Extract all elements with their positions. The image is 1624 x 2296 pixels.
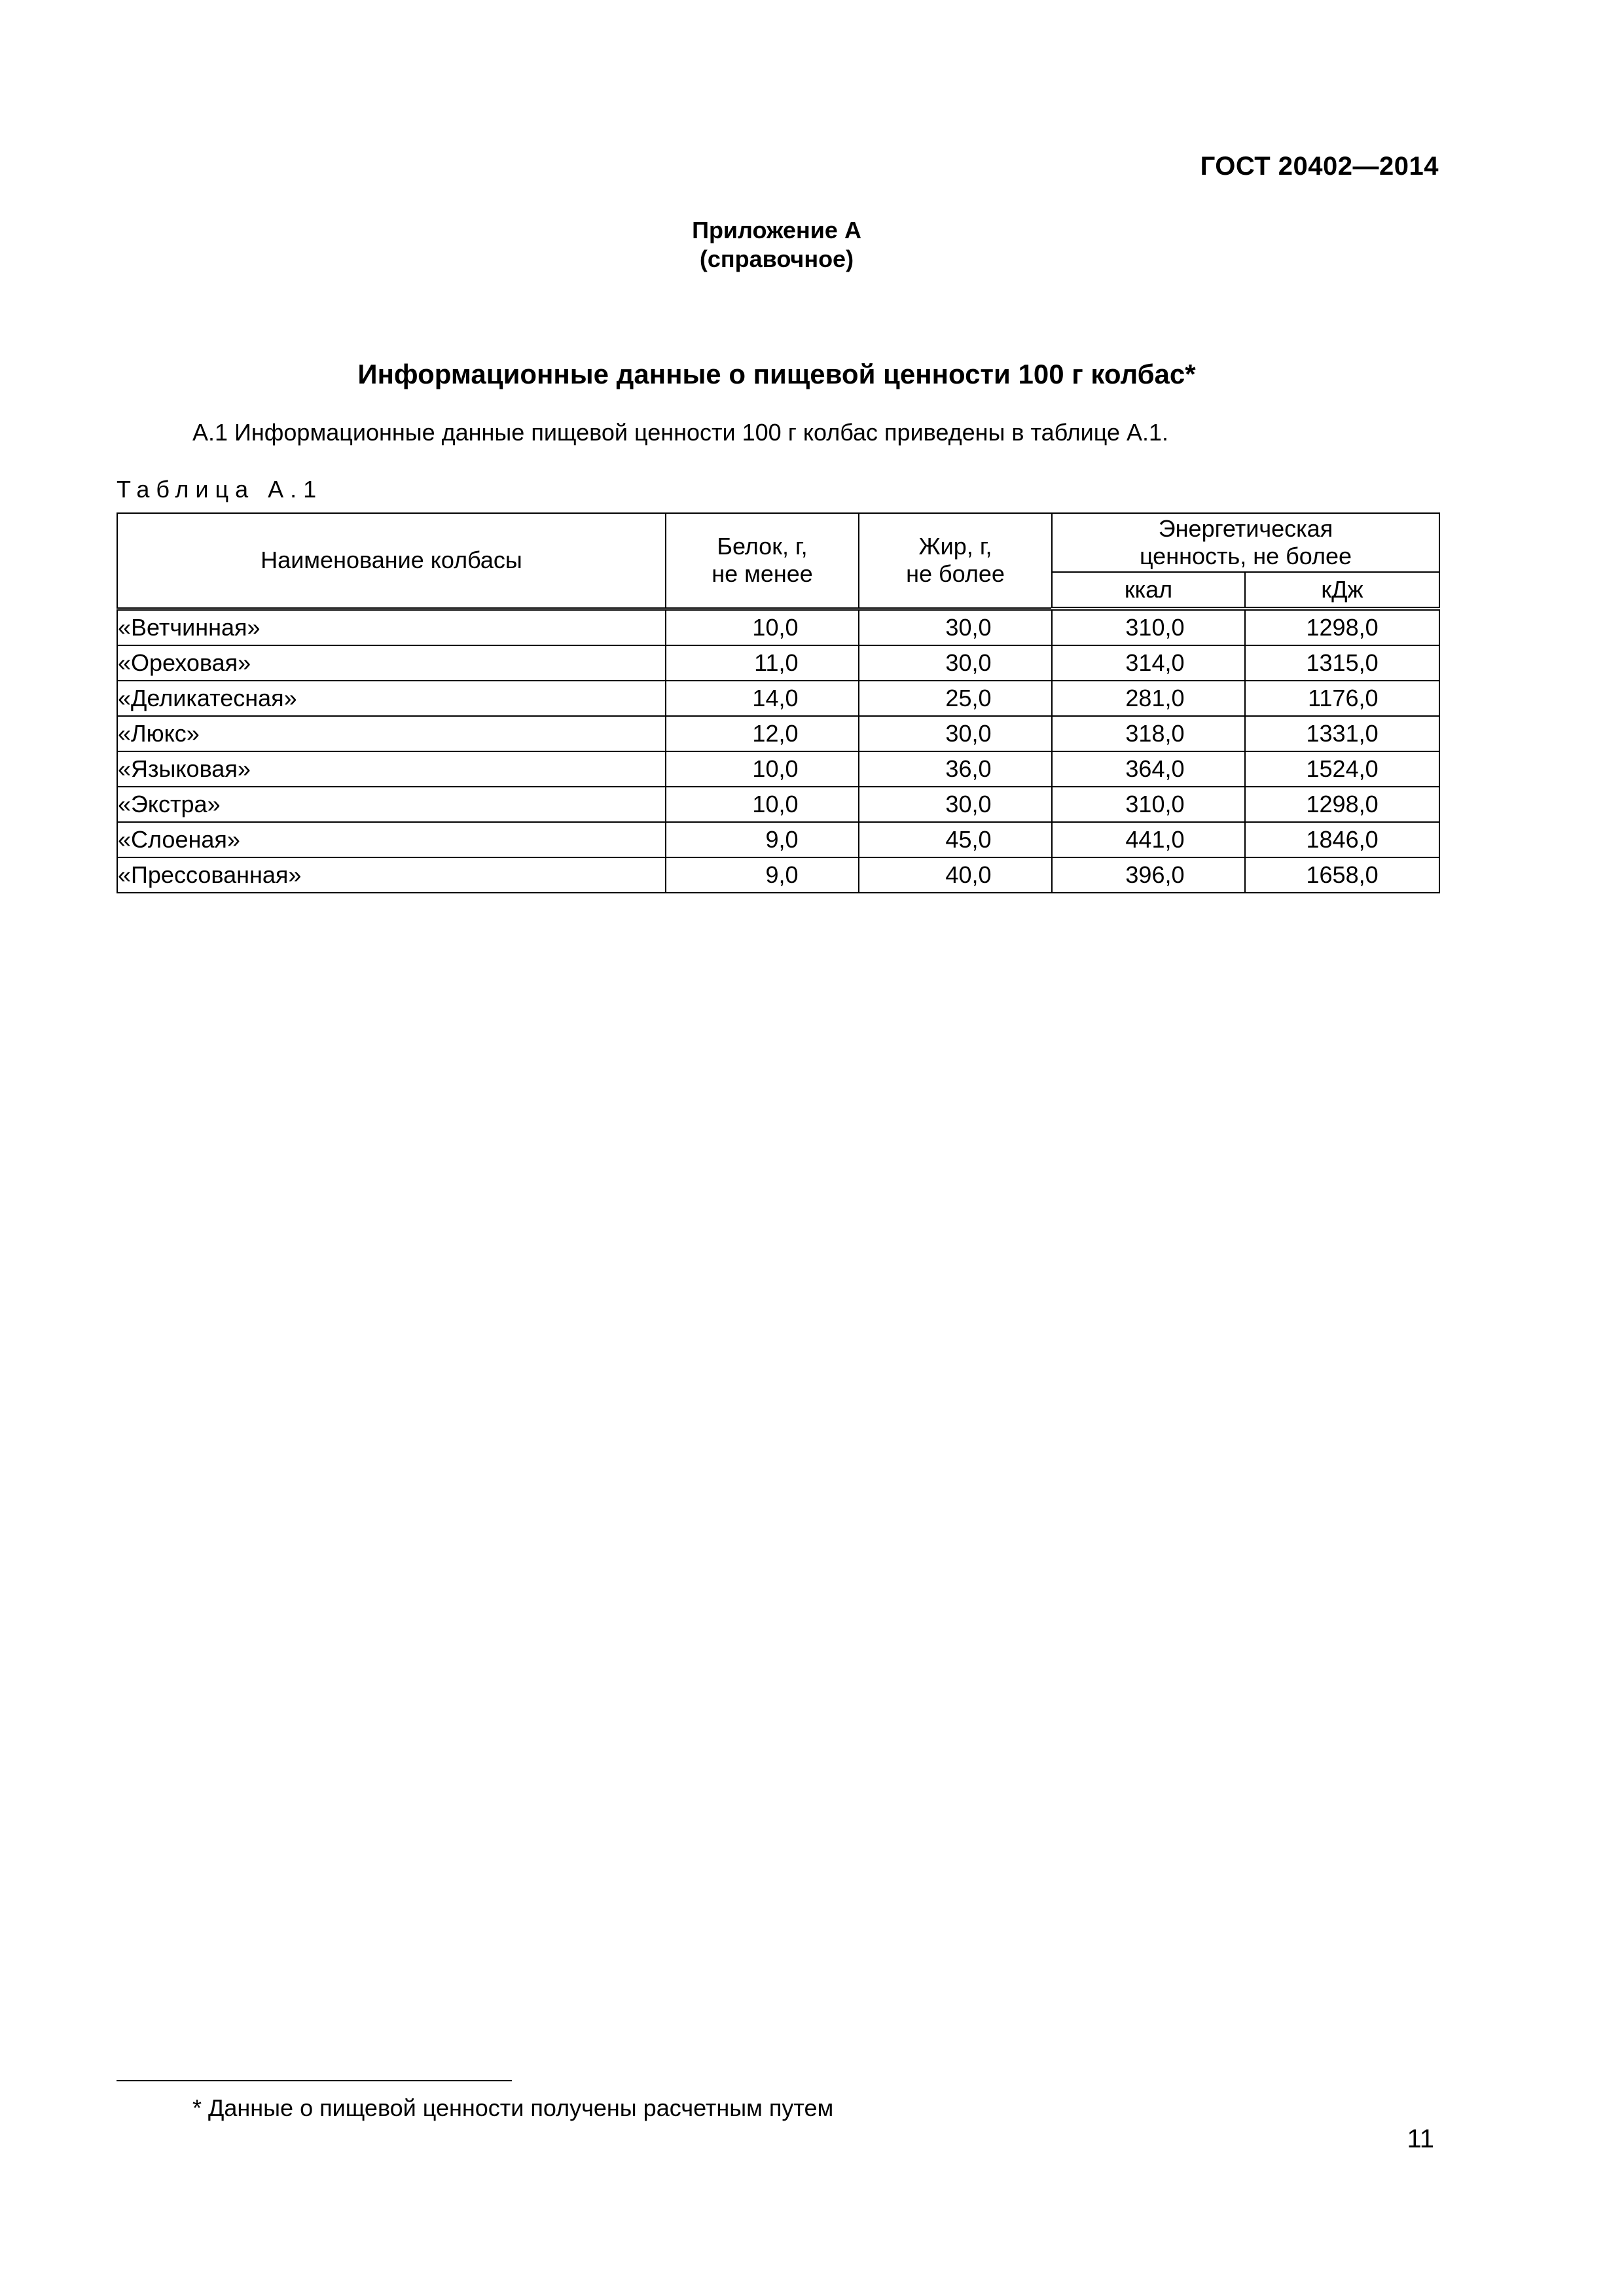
kcal-value: 396,0 (1125, 861, 1185, 888)
kcal-value-cell (1052, 681, 1245, 716)
section-paragraph: А.1 Информационные данные пищевой ценности 100 г колбас приведены в таблице А.1. (192, 419, 1169, 446)
footnote-separator (117, 2080, 512, 2081)
fat-value: 30,0 (945, 613, 992, 641)
kcal-value-cell (1052, 787, 1245, 822)
protein-value: 10,0 (752, 791, 799, 817)
kcal-value-cell (1052, 645, 1245, 681)
kcal-value: 364,0 (1125, 755, 1185, 782)
header-name: Наименование колбасы (117, 513, 666, 609)
sausage-name-cell: «Ореховая» (117, 645, 666, 681)
fat-value: 45,0 (945, 826, 992, 853)
fat-value-cell (859, 751, 1052, 787)
kj-value: 1331,0 (1306, 720, 1379, 747)
sausage-name-cell: «Ветчинная» (117, 609, 666, 645)
table-row (117, 787, 1439, 822)
kj-value-cell (1245, 716, 1439, 751)
protein-value: 10,0 (752, 613, 799, 641)
appendix-label: Приложение А (692, 217, 861, 243)
protein-value-cell (666, 716, 859, 751)
protein-value: 11,0 (754, 649, 799, 676)
fat-value-cell (859, 716, 1052, 751)
kcal-value: 441,0 (1125, 826, 1185, 853)
kcal-value-cell (1052, 751, 1245, 787)
table-row (117, 822, 1439, 857)
kj-value: 1658,0 (1306, 861, 1379, 888)
kj-value-cell (1245, 822, 1439, 857)
kcal-value: 310,0 (1125, 791, 1185, 817)
page-number: 11 (1407, 2125, 1434, 2153)
protein-value-cell (666, 787, 859, 822)
protein-value: 9,0 (765, 861, 799, 888)
fat-value-cell (859, 857, 1052, 893)
protein-value: 14,0 (752, 685, 799, 711)
protein-value: 12,0 (752, 720, 799, 747)
fat-value-cell (859, 645, 1052, 681)
fat-value: 30,0 (945, 720, 992, 747)
header-energy-line2: ценность, не более (1139, 543, 1352, 569)
kj-value: 1298,0 (1306, 614, 1379, 641)
fat-value-cell (859, 609, 1052, 645)
kj-value: 1846,0 (1306, 826, 1379, 853)
section-heading: Информационные данные о пищевой ценности 100 г колбас* (357, 359, 1196, 389)
header-kj: кДж (1245, 572, 1439, 609)
table-caption: Таблица А.1 (117, 476, 323, 503)
sausage-name-cell: «Экстра» (117, 787, 666, 822)
appendix-type: (справочное) (699, 245, 854, 272)
table-row (117, 645, 1439, 681)
sausage-name-cell: «Языковая» (117, 751, 666, 787)
kj-value: 1524,0 (1306, 755, 1379, 782)
fat-value-cell (859, 822, 1052, 857)
kj-value: 1298,0 (1306, 791, 1379, 817)
sausage-name-cell: «Слоеная» (117, 822, 666, 857)
protein-value: 9,0 (765, 826, 799, 853)
protein-value-cell (666, 681, 859, 716)
kj-value-cell (1245, 787, 1439, 822)
protein-value-cell (666, 822, 859, 857)
kj-value-cell (1245, 857, 1439, 893)
table-row (117, 716, 1439, 751)
sausage-name-cell: «Люкс» (117, 716, 666, 751)
kcal-value: 281,0 (1125, 685, 1185, 711)
header-fat-line2: не более (906, 560, 1005, 588)
footnote: * Данные о пищевой ценности получены расчетным путем (192, 2094, 834, 2121)
fat-value-cell (859, 787, 1052, 822)
sausage-name-cell: «Прессованная» (117, 857, 666, 893)
kj-value-cell (1245, 751, 1439, 787)
kj-value: 1176,0 (1308, 685, 1379, 711)
fat-value: 25,0 (945, 685, 992, 711)
protein-value-cell (666, 609, 859, 645)
fat-value: 30,0 (945, 791, 992, 817)
kj-value-cell (1245, 609, 1439, 645)
fat-value-cell (859, 681, 1052, 716)
header-fat (859, 513, 1052, 609)
table-row (117, 609, 1439, 645)
protein-value-cell (666, 751, 859, 787)
appendix-title (0, 216, 1553, 274)
header-protein (666, 513, 859, 609)
header-kcal: ккал (1052, 572, 1245, 609)
kcal-value-cell (1052, 857, 1245, 893)
document-number: ГОСТ 20402—2014 (1200, 152, 1439, 181)
kcal-value-cell (1052, 822, 1245, 857)
header-protein-line1: Белок, г, (717, 533, 808, 560)
fat-value: 40,0 (945, 861, 992, 888)
fat-value: 36,0 (945, 755, 992, 782)
protein-value-cell (666, 645, 859, 681)
table-row (117, 857, 1439, 893)
kcal-value-cell (1052, 609, 1245, 645)
kj-value-cell (1245, 645, 1439, 681)
header-energy (1052, 513, 1439, 572)
protein-value: 10,0 (752, 755, 799, 782)
kcal-value: 310,0 (1125, 614, 1185, 641)
header-protein-line2: не менее (712, 560, 813, 588)
header-fat-line1: Жир, г, (918, 533, 992, 560)
kcal-value: 314,0 (1125, 649, 1185, 676)
kcal-value-cell (1052, 716, 1245, 751)
kcal-value: 318,0 (1125, 720, 1185, 747)
table-row (117, 681, 1439, 716)
kj-value: 1315,0 (1306, 649, 1379, 676)
sausage-name-cell: «Деликатесная» (117, 681, 666, 716)
table-row (117, 751, 1439, 787)
kj-value-cell (1245, 681, 1439, 716)
protein-value-cell (666, 857, 859, 893)
header-energy-line1: Энергетическая (1158, 515, 1333, 542)
nutrition-table (117, 512, 1440, 893)
fat-value: 30,0 (945, 649, 992, 676)
